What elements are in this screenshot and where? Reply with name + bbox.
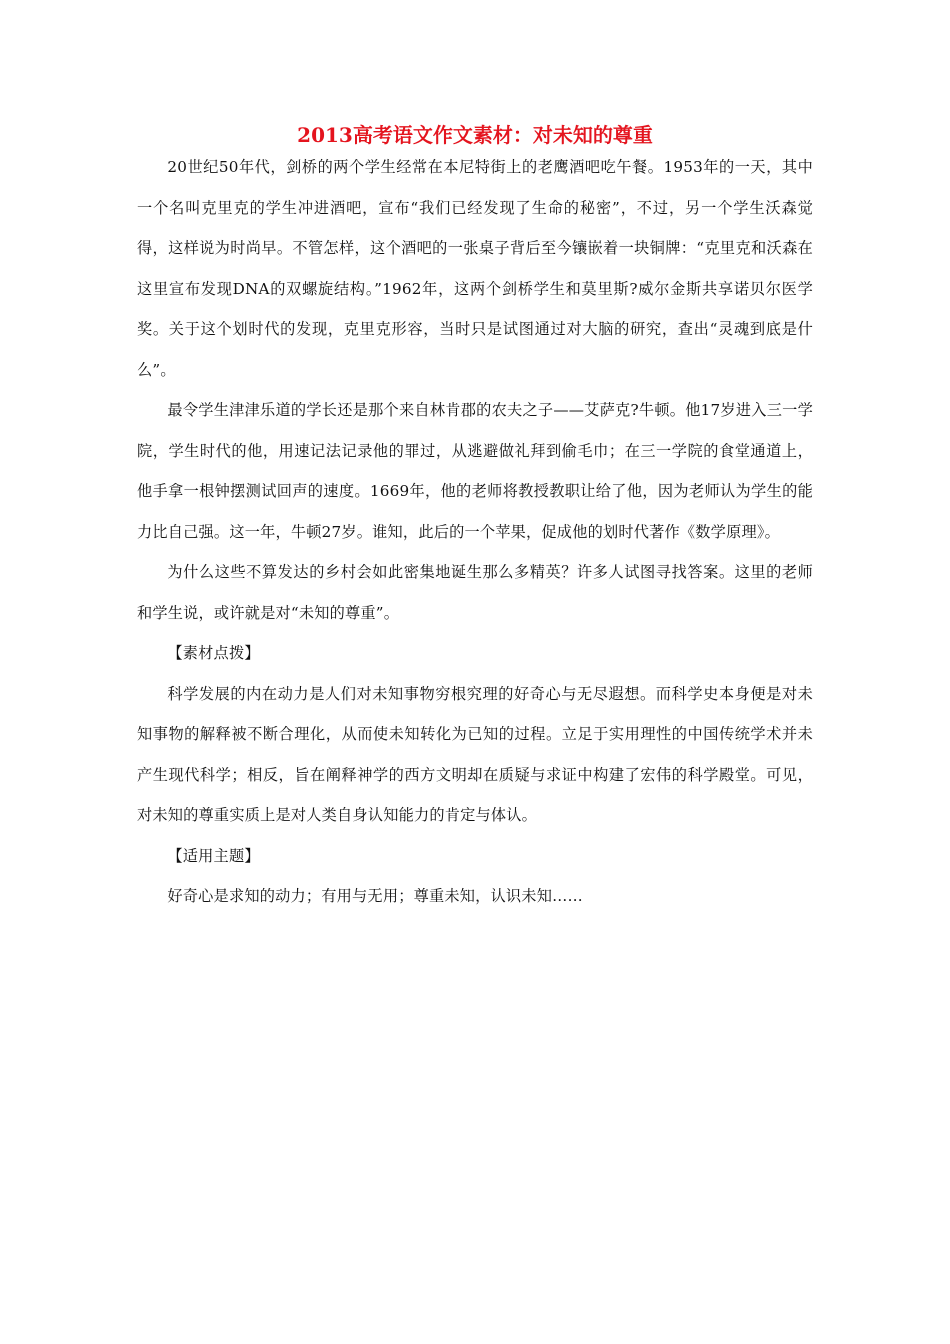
paragraph-material-commentary: 科学发展的内在动力是人们对未知事物穷根究理的好奇心与无尽遐想。而科学史本身便是对未知事物的解释被不断合理化，从而使未知转化为已知的过程。立足于实用理性的中国传统学术并未产生现代科学；相反，旨在阐释神学的西方文明却在质疑与求证中构建了宏伟的科学殿堂。可见，对未知的尊重实质上是对人类自身认知能力的肯定与体认。 <box>137 684 813 824</box>
paragraph-cambridge-dna: 20世纪50年代，剑桥的两个学生经常在本尼特街上的老鹰酒吧吃午餐。1953年的一天，其中一个名叫克里克的学生冲进酒吧，宣布“我们已经发现了生命的秘密”，不过，另一个学生沃森觉得，这样说为时尚早。不管怎样，这个酒吧的一张桌子背后至今镶嵌着一块铜牌：“克里克和沃森在这里宣布发现DNA的双螺旋结构。”1962年，这两个剑桥学生和莫里斯?威尔金斯共享诺贝尔医学奖。关于这个划时代的发现，克里克形容，当时只是试图通过对大脑的研究，查出“灵魂到底是什么”。 <box>137 158 813 379</box>
document-body <box>137 119 813 917</box>
paragraph-newton: 最令学生津津乐道的学长还是那个来自林肯郡的农夫之子——艾萨克?牛顿。他17岁进入三一学院，学生时代的他，用速记法记录他的罪过，从逃避做礼拜到偷毛巾；在三一学院的食堂通道上，他手拿一根钟摆测试回声的速度。1669年，他的老师将教授教职让给了他，因为老师认为学生的能力比自己强。这一年，牛顿27岁。谁知，此后的一个苹果，促成他的划时代著作《数学原理》。 <box>137 401 813 541</box>
document-title: 2013高考语文作文素材：对未知的尊重 <box>297 123 653 147</box>
section-heading-material: 【素材点拨】 <box>167 644 260 662</box>
paragraph-themes: 好奇心是求知的动力；有用与无用；尊重未知，认识未知…… <box>167 887 583 905</box>
section-heading-themes: 【适用主题】 <box>167 846 260 865</box>
paragraph-respect-unknown: 为什么这些不算发达的乡村会如此密集地诞生那么多精英？许多人试图寻找答案。这里的老师和学生说，或许就是对“未知的尊重”。 <box>137 563 813 622</box>
